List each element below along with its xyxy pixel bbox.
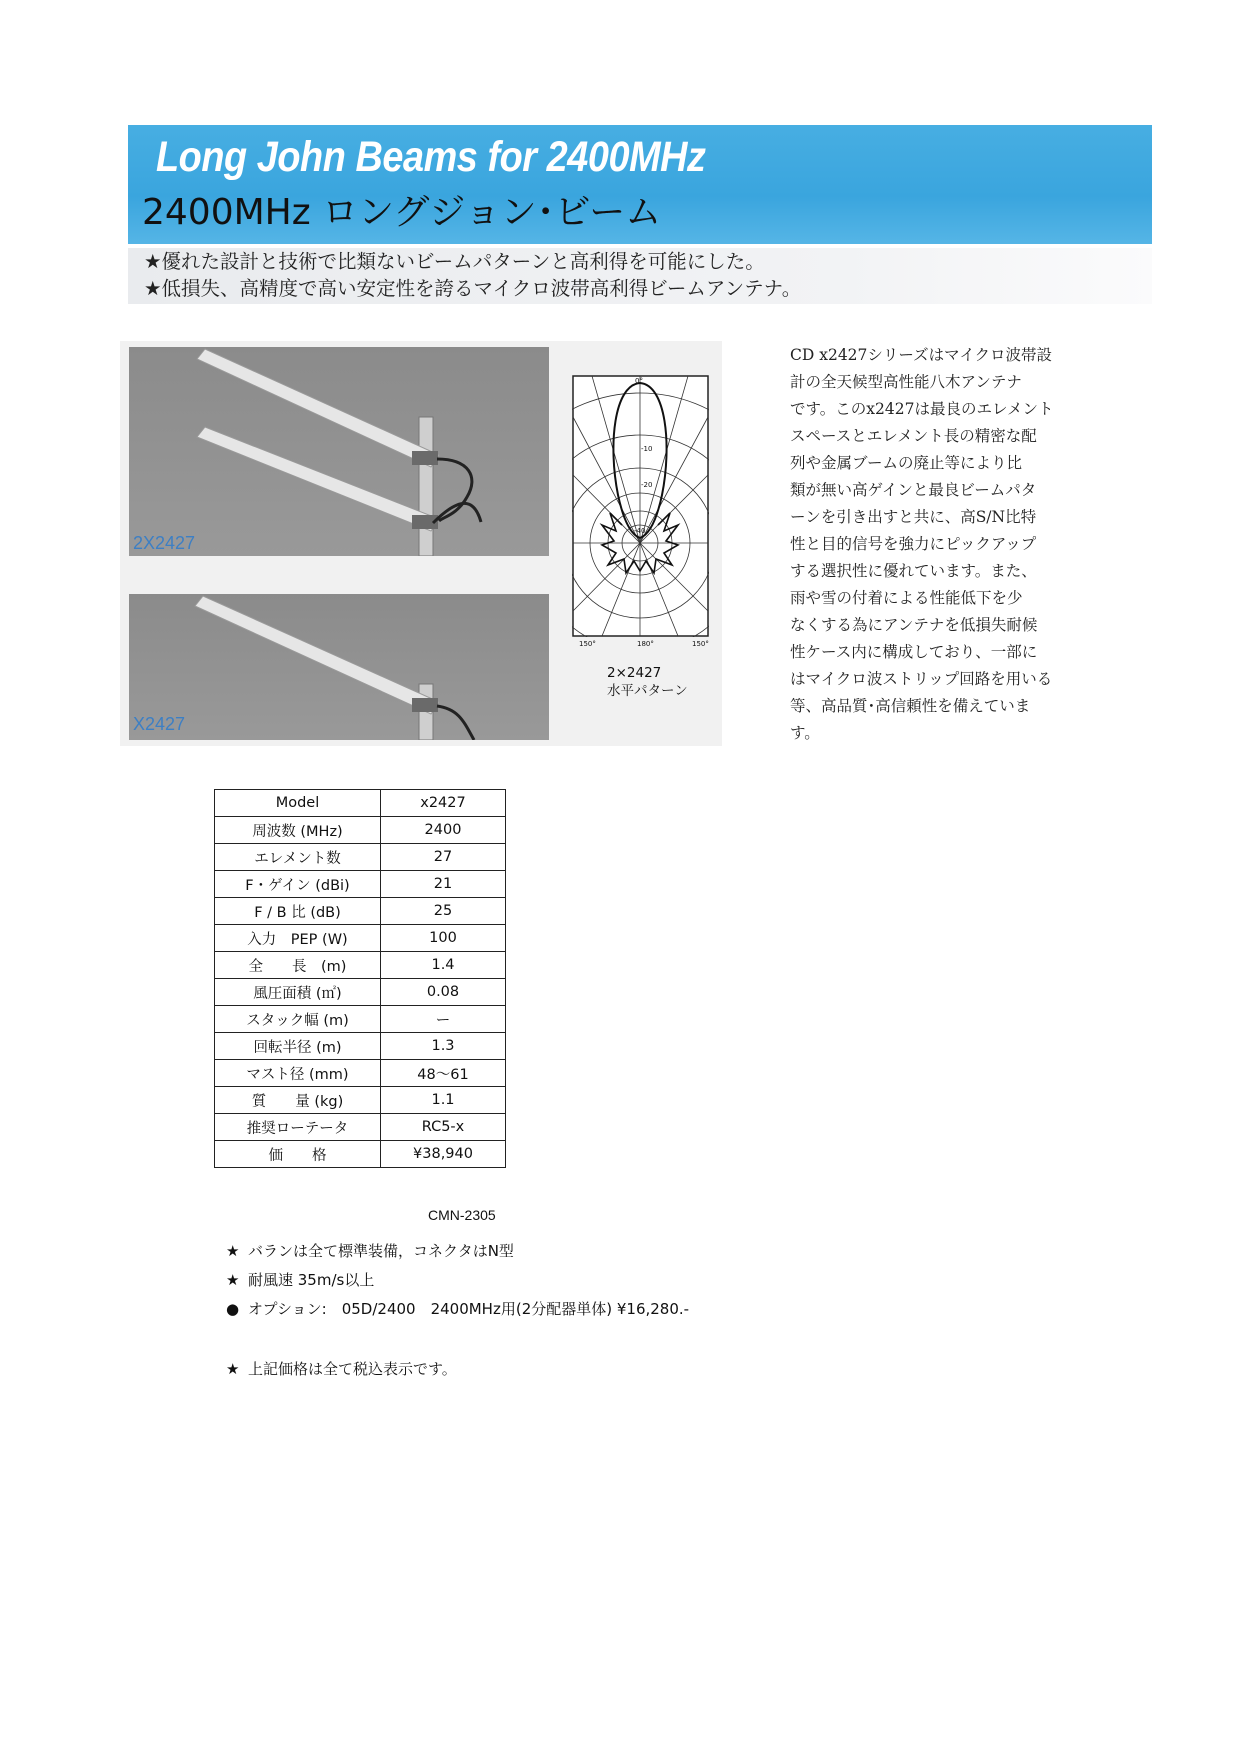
table-row xyxy=(215,952,506,979)
spec-value-cell: 27 xyxy=(381,844,506,871)
intro-box xyxy=(128,248,1152,304)
product-description xyxy=(790,342,1054,747)
table-row xyxy=(215,979,506,1006)
spec-value-cell: 1.4 xyxy=(381,952,506,979)
antenna-photo-2x2427 xyxy=(129,347,549,556)
pattern-bottom-tick-right: 150° xyxy=(692,640,709,648)
table-row xyxy=(215,817,506,844)
description-line: スペースとエレメント長の精密な配 xyxy=(790,427,1037,445)
catalog-code: CMN-2305 xyxy=(428,1207,496,1223)
spec-label-cell: 周波数 (MHz) xyxy=(215,817,381,844)
spec-label-cell: スタック幅 (m) xyxy=(215,1006,381,1033)
table-row xyxy=(215,925,506,952)
table-row xyxy=(215,1141,506,1168)
table-row xyxy=(215,1033,506,1060)
table-row xyxy=(215,1114,506,1141)
pattern-tick-10: -10 xyxy=(641,445,653,453)
pattern-tick-row xyxy=(579,640,719,654)
note-wind xyxy=(226,1269,374,1290)
note-text: バランは全て標準装備，コネクタはN型 xyxy=(248,1242,514,1260)
note-text: 耐風速 35m/s以上 xyxy=(248,1271,375,1289)
description-line: す。 xyxy=(790,724,820,742)
spec-label-cell: マスト径 (mm) xyxy=(215,1060,381,1087)
table-row xyxy=(215,1006,506,1033)
intro-line-2: ★低損失、高精度で高い安定性を誇るマイクロ波帯高利得ビームアンテナ。 xyxy=(144,277,802,300)
pattern-tick-40: -40 xyxy=(634,527,646,535)
description-line: なくする為にアンテナを低損失耐候 xyxy=(790,616,1038,634)
bullet-icon: ● xyxy=(226,1300,240,1318)
note-text: オプション: 05D/2400 2400MHz用(2分配器単体) ¥16,280.- xyxy=(248,1300,690,1318)
spec-value-cell: 25 xyxy=(381,898,506,925)
pattern-caption-model: 2×2427 xyxy=(607,665,662,681)
note-option xyxy=(226,1298,689,1319)
photo-label-2x2427: 2X2427 xyxy=(133,533,196,553)
description-line: 雨や雪の付着による性能低下を少 xyxy=(790,589,1023,607)
title-banner xyxy=(128,125,1152,244)
star-icon: ★ xyxy=(226,1360,240,1378)
description-line: 類が無い高ゲインと最良ビームパタ xyxy=(790,481,1037,499)
pattern-bottom-tick-center: 180° xyxy=(637,640,654,648)
title-japanese: 2400MHz ロングジョン･ビーム xyxy=(142,192,662,233)
antenna-drawing-stacked xyxy=(129,347,549,556)
antenna-photo-x2427 xyxy=(129,594,549,740)
pattern-caption xyxy=(607,664,688,700)
spec-table xyxy=(214,789,506,1168)
table-row xyxy=(215,1060,506,1087)
description-line: する選択性に優れています。また、 xyxy=(790,562,1037,580)
description-line: 等、高品質･高信頼性を備えていま xyxy=(790,697,1031,715)
spec-label-cell: 入力 PEP (W) xyxy=(215,925,381,952)
description-line: CD x2427シリーズはマイクロ波帯設 xyxy=(790,346,1053,364)
spec-value-cell: 100 xyxy=(381,925,506,952)
spec-value-cell: x2427 xyxy=(381,790,506,817)
spec-value-cell: 1.1 xyxy=(381,1087,506,1114)
spec-value-cell: 1.3 xyxy=(381,1033,506,1060)
spec-value-cell: ¥38,940 xyxy=(381,1141,506,1168)
spec-label-cell: 価 格 xyxy=(215,1141,381,1168)
pattern-bottom-tick-left: 150° xyxy=(579,640,596,648)
table-row xyxy=(215,844,506,871)
note-tax xyxy=(226,1358,457,1379)
spec-label-cell: 質 量 (kg) xyxy=(215,1087,381,1114)
spec-value-cell: 0.08 xyxy=(381,979,506,1006)
pattern-caption-type: 水平パターン xyxy=(607,683,688,699)
spec-value-cell: ー xyxy=(381,1006,506,1033)
spec-label-cell: Model xyxy=(215,790,381,817)
description-line: 計の全天候型高性能八木アンテナ xyxy=(790,373,1022,391)
spec-label-cell: 全 長 (m) xyxy=(215,952,381,979)
description-line: はマイクロ波ストリップ回路を用いる xyxy=(790,670,1053,688)
title-english: Long John Beams for 2400MHz xyxy=(156,133,706,181)
horizontal-pattern-diagram xyxy=(572,375,709,637)
star-icon: ★ xyxy=(226,1271,240,1289)
spec-label-cell: F / B 比 (dB) xyxy=(215,898,381,925)
spec-label-cell: 風圧面積 (㎡) xyxy=(215,979,381,1006)
spec-label-cell: エレメント数 xyxy=(215,844,381,871)
description-line: です。このx2427は最良のエレメント xyxy=(790,400,1054,418)
table-row xyxy=(215,1087,506,1114)
spec-value-cell: RC5-x xyxy=(381,1114,506,1141)
description-line: ーンを引き出すと共に、高S/N比特 xyxy=(790,508,1037,526)
description-line: 列や金属ブームの廃止等により比 xyxy=(790,454,1023,472)
pattern-tick-0: 0° xyxy=(635,377,643,385)
note-balun xyxy=(226,1240,514,1261)
photo-label-x2427: X2427 xyxy=(133,714,186,734)
table-row xyxy=(215,898,506,925)
spec-value-cell: 48～61 xyxy=(381,1060,506,1087)
spec-label-cell: 回転半径 (m) xyxy=(215,1033,381,1060)
spec-value-cell: 2400 xyxy=(381,817,506,844)
pattern-tick-20: -20 xyxy=(641,481,653,489)
spec-label-cell: F・ゲイン (dBi) xyxy=(215,871,381,898)
description-line: 性ケース内に構成しており、一部に xyxy=(790,643,1038,661)
star-icon: ★ xyxy=(226,1242,240,1260)
table-row xyxy=(215,790,506,817)
antenna-drawing-single xyxy=(129,594,549,740)
note-text: 上記価格は全て税込表示です。 xyxy=(248,1360,457,1378)
table-row xyxy=(215,871,506,898)
intro-line-1: ★優れた設計と技術で比類ないビームパターンと高利得を可能にした。 xyxy=(144,250,765,273)
description-line: 性と目的信号を強力にピックアップ xyxy=(790,535,1037,553)
spec-value-cell: 21 xyxy=(381,871,506,898)
spec-label-cell: 推奨ローテータ xyxy=(215,1114,381,1141)
